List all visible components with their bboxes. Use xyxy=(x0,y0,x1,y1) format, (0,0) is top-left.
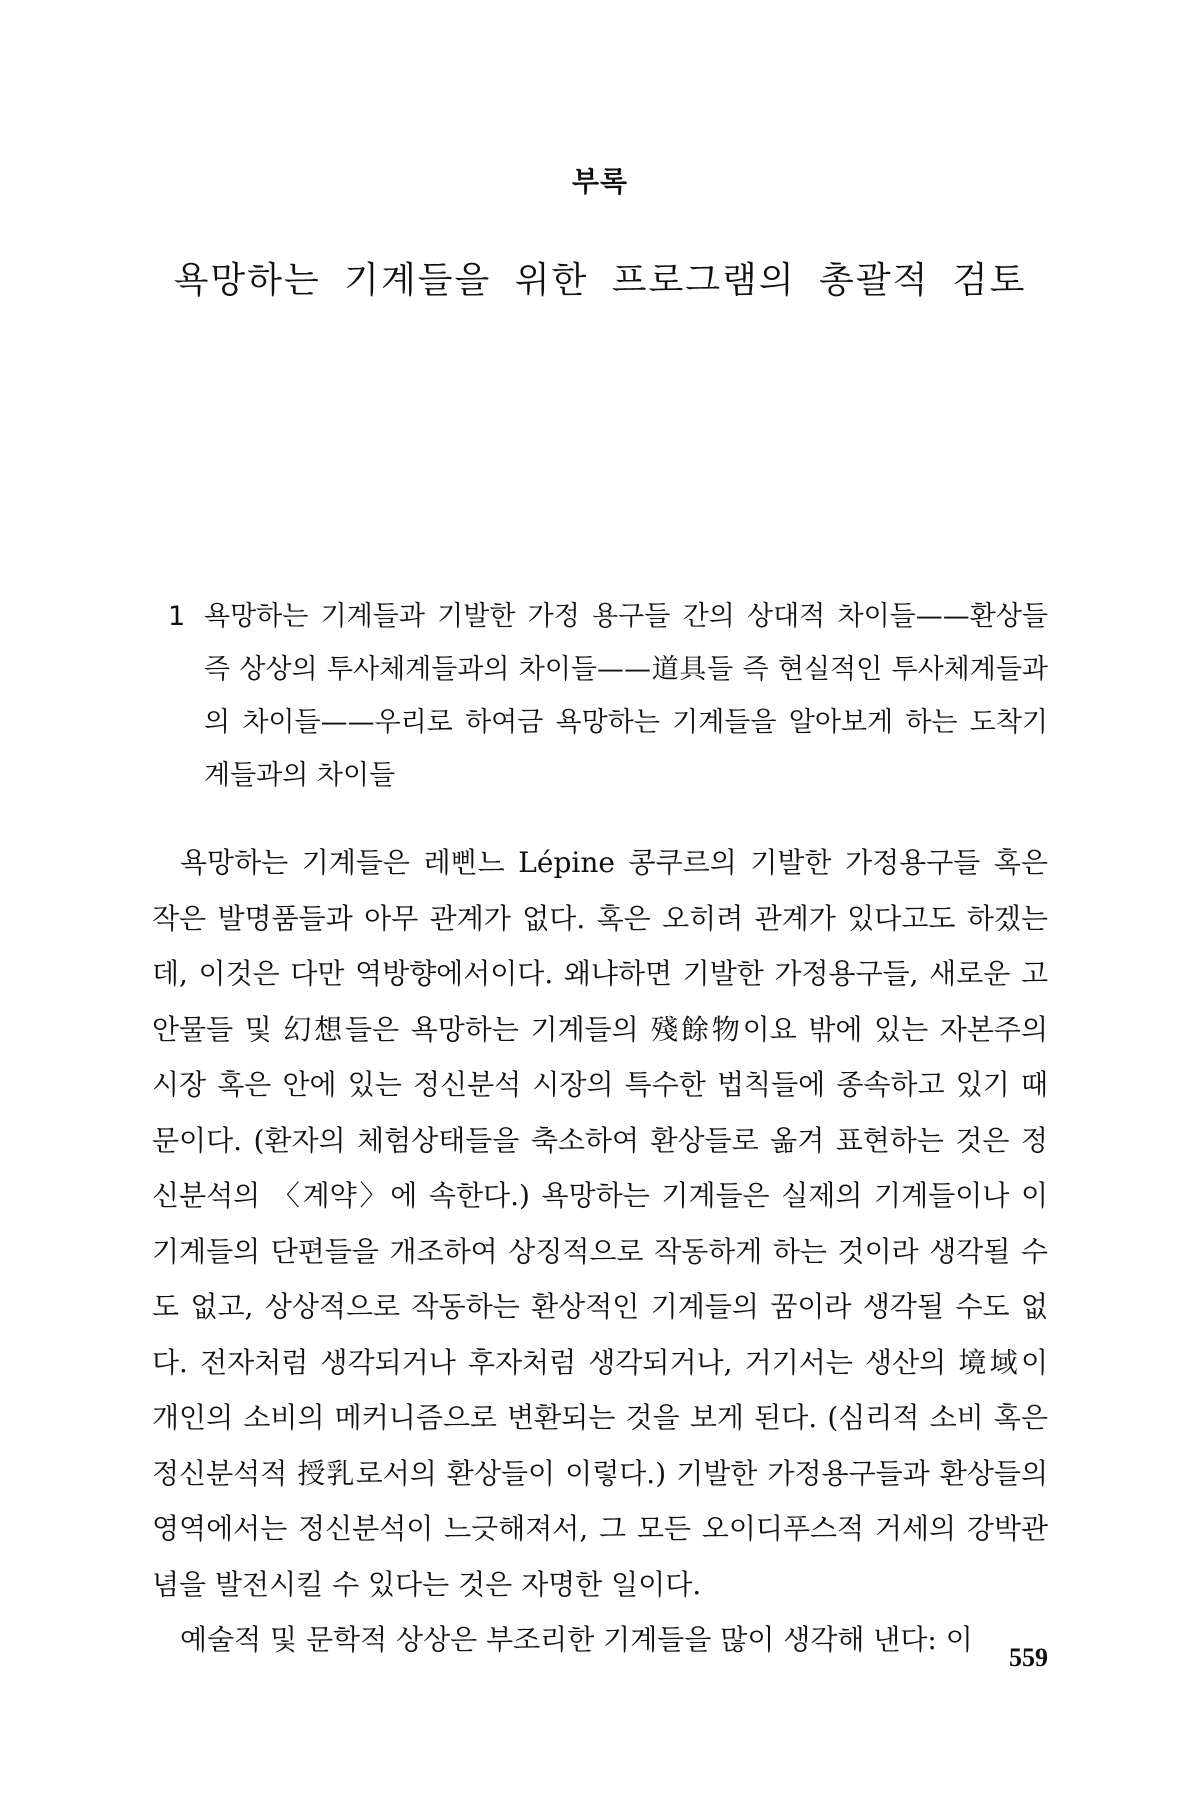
chapter-title: 욕망하는 기계들을 위한 프로그램의 총괄적 검토 xyxy=(173,260,1027,301)
section-heading-text: 욕망하는 기계들과 기발한 가정 용구들 간의 상대적 차이들——환상들 즉 상상의 투사체계들과의 차이들——道具들 즉 현실적인 투사체계들과의 차이들——우리로 하여금 욕망하는 기계들을 알아보게 하는 도착기계들과의 차이들 xyxy=(204,601,1048,791)
appendix-label: 부록 xyxy=(571,165,629,198)
paragraph: 예술적 및 문학적 상상은 부조리한 기계들을 많이 생각해 낸다: 이 xyxy=(180,1623,973,1656)
paragraph: 욕망하는 기계들은 레삔느 Lépine 콩쿠르의 기발한 가정용구들 혹은 작은 발명품들과 아무 관계가 없다. 혹은 오히려 관계가 있다고도 하겠는데, 이것은 다만 역방향에서이다. 왜냐하면 기발한 가정용구들, 새로운 고안물들 및 幻想들은 욕망하는 기계들의 殘餘物이요 밖에 있는 자본주의 시장 혹은 안에 있는 정신분석 시장의 특수한 법칙들에 종속하고 있기 때문이다. (환자의 체험상태들을 축소하여 환상들로 옮겨 표현하는 것은 정신분석의 〈계약〉에 속한다.) 욕망하는 기계들은 실제의 기계들이나 이 기계들의 단편들을 개조하여 상징적으로 작동하게 하는 것이라 생각될 수도 없고, 상상적으로 작동하는 환상적인 기계들의 꿈이라 생각될 수도 없다. 전자처럼 생각되거나 후자처럼 생각되거나, 거기서는 생산의 境域이 개인의 소비의 메커니즘으로 변환되는 것을 보게 된다. (심리적 소비 혹은 정신분석적 授乳로서의 환상들이 이렇다.) 기발한 가정용구들과 환상들의 영역에서는 정신분석이 느긋해져서, 그 모든 오이디푸스적 거세의 강박관념을 발전시킬 수 있다는 것은 자명한 일이다. xyxy=(152,846,1048,1601)
section-number: 1 xyxy=(168,601,186,632)
body-text xyxy=(152,835,1048,1668)
page-number: 559 xyxy=(1009,1643,1048,1672)
section-heading xyxy=(168,590,1048,802)
